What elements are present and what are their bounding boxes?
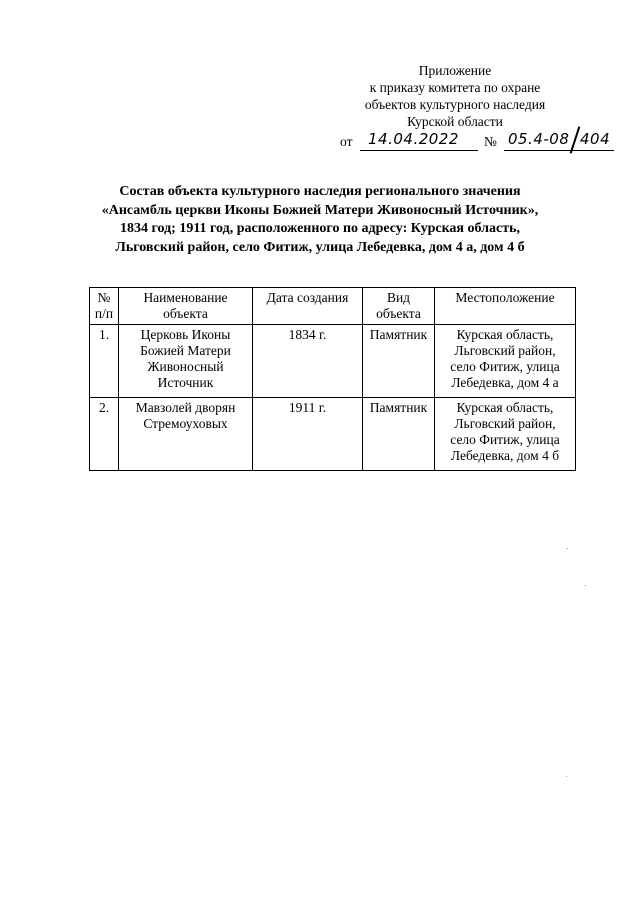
appendix-line: объектов культурного наследия — [364, 97, 546, 112]
row-date: 1834 г. — [253, 325, 363, 398]
table-header-row — [90, 288, 576, 325]
table-row — [90, 398, 576, 471]
heritage-objects-table — [89, 287, 576, 471]
header-number: № п/п — [90, 288, 119, 325]
date-underline — [360, 150, 478, 151]
title-line: «Ансамбль церкви Иконы Божией Матери Живоносный Источник», — [101, 202, 539, 218]
row-name: Церковь Иконы Божией Матери Живоносный Источник — [119, 325, 253, 398]
row-number: 2. — [90, 398, 119, 471]
order-number-handwritten: 05.4-08 — [508, 130, 570, 148]
number-underline — [504, 150, 614, 151]
header-date: Дата создания — [253, 288, 363, 325]
row-name: Мавзолей дворян Стремоуховых — [119, 398, 253, 471]
header-kind: Вид объекта — [363, 288, 435, 325]
title-line: Льговский район, село Фитиж, улица Лебедевка, дом 4 а, дом 4 б — [115, 239, 525, 255]
appendix-line: Курской области — [407, 114, 503, 129]
order-from-label: от — [340, 134, 353, 149]
row-kind: Памятник — [363, 398, 435, 471]
header-name: Наименование объекта — [119, 288, 253, 325]
order-date-handwritten: 14.04.2022 — [368, 130, 459, 148]
scan-speck — [566, 776, 567, 777]
appendix-title: Приложение — [418, 63, 492, 78]
title-line: 1834 год; 1911 год, расположенного по адресу: Курская область, — [119, 221, 521, 236]
table-row — [90, 325, 576, 398]
row-number: 1. — [90, 325, 119, 398]
row-date: 1911 г. — [253, 398, 363, 471]
row-kind: Памятник — [363, 325, 435, 398]
appendix-block — [330, 62, 580, 130]
scan-speck — [585, 585, 586, 586]
appendix-line: к приказу комитета по охране — [369, 80, 541, 95]
title-line: Состав объекта культурного наследия регионального значения — [119, 184, 521, 199]
order-number-suffix: 404 — [580, 130, 611, 148]
header-location: Местоположение — [435, 288, 576, 325]
scan-speck — [567, 548, 568, 549]
row-location: Курская область, Льговский район, село Фитиж, улица Лебедевка, дом 4 а — [435, 325, 576, 398]
document-title — [80, 183, 560, 257]
row-location: Курская область, Льговский район, село Фитиж, улица Лебедевка, дом 4 б — [435, 398, 576, 471]
order-reference — [340, 130, 620, 154]
order-number-label: № — [484, 134, 497, 149]
